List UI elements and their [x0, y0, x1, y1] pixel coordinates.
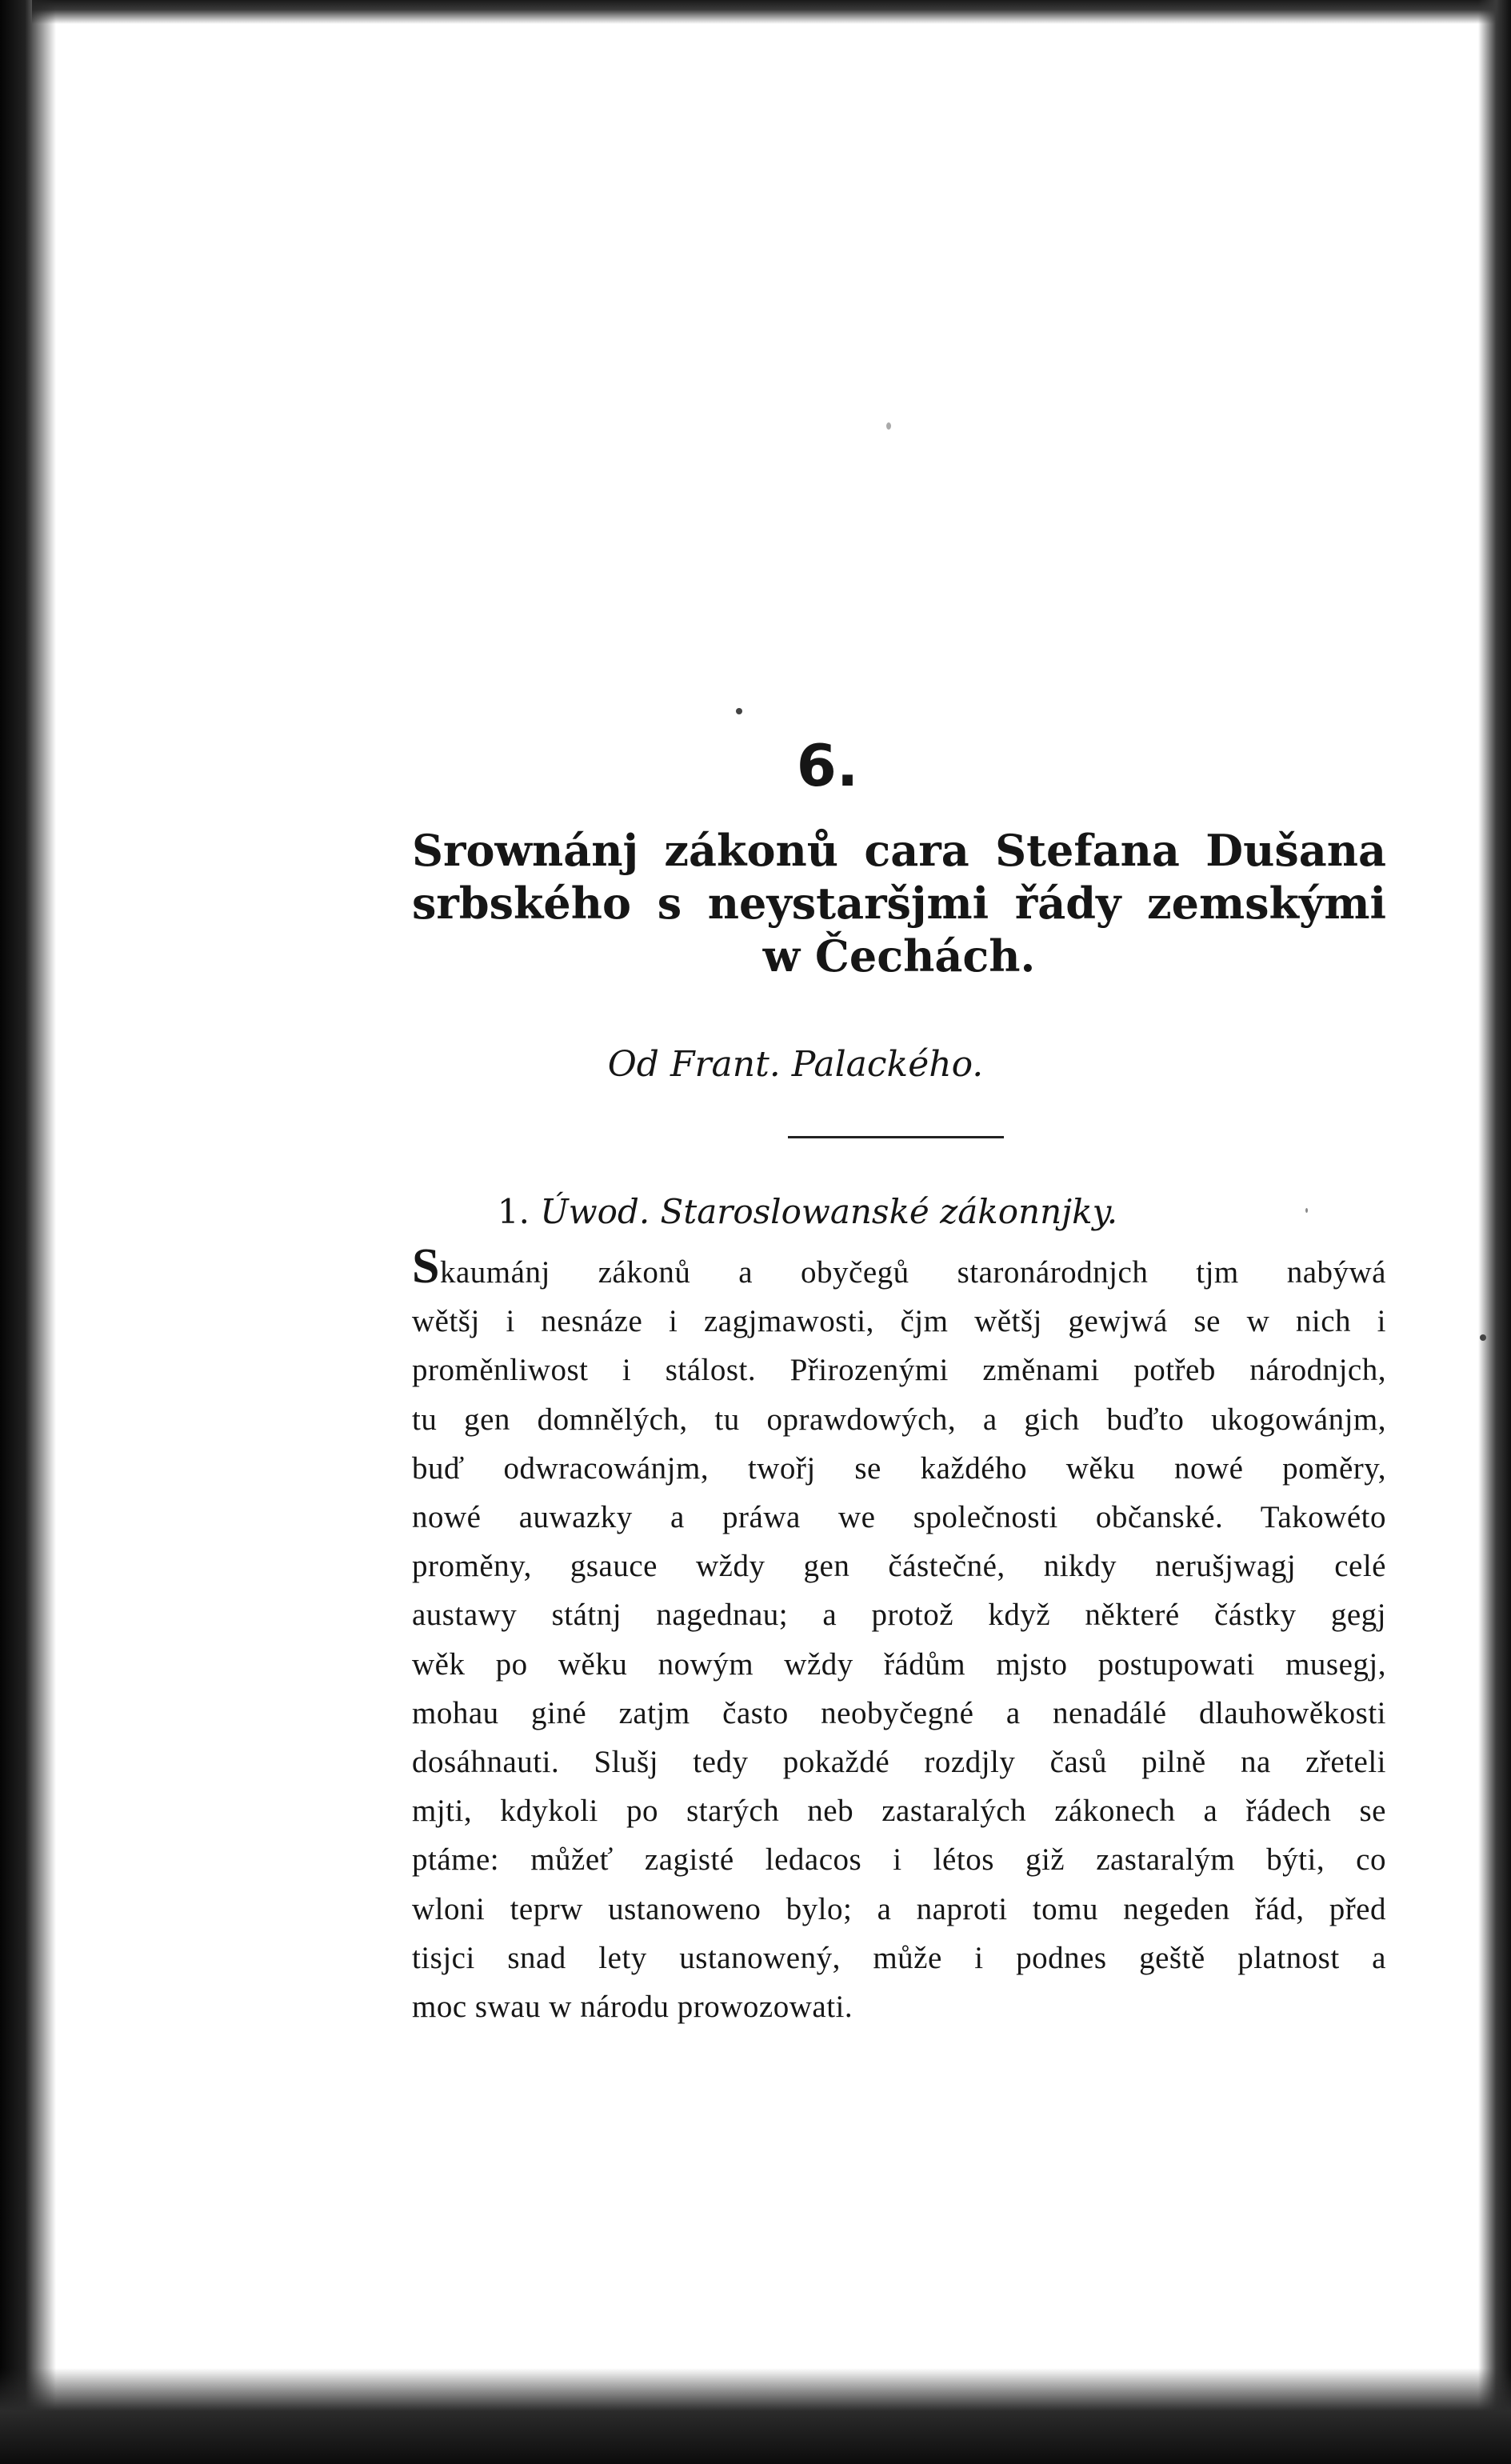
scan-edge-left — [0, 0, 56, 2464]
text-line: dosáhnauti. Slušj tedy pokaždé rozdjly časů pilně na zřeteli — [412, 1745, 1386, 1780]
text-line: buď odwracowánjm, twořj se každého wěku nowé poměry, — [412, 1450, 1386, 1486]
text-line: mjti, kdykoli po starých neb zastaralých zákonech a řádech se — [412, 1794, 1386, 1829]
text-line — [412, 1239, 1386, 1297]
ink-speck — [886, 422, 891, 430]
drop-cap: S — [412, 1239, 440, 1294]
ink-speck — [1480, 1334, 1486, 1341]
text-line: mohau giné zatjm často neobyčegné a nenadálé dlauhowěkosti — [412, 1695, 1386, 1730]
text-line: tisjci snad lety ustanowený, může i podnes geště platnost a — [412, 1940, 1386, 1975]
text-line: wloni teprw ustanoweno bylo; a naproti tomu negeden řád, před — [412, 1891, 1386, 1926]
scan-edge-bottom — [0, 2368, 1511, 2464]
chapter-number: 6. — [796, 732, 859, 799]
scan-edge-top — [32, 0, 1511, 24]
text-line: moc swau w národu prowozowati. — [412, 1990, 853, 2025]
author-line: Od Frant. Palackého. — [607, 1044, 984, 1085]
text-line: ptáme: můžeť zagisté ledacos i létos giž zastaralým býti, co — [412, 1842, 1386, 1878]
page-title — [412, 824, 1386, 982]
text-line: proměnliwost i stálost. Přirozenými změnami potřeb národnjch, — [412, 1353, 1386, 1388]
body-paragraph — [412, 1239, 1386, 2031]
text-line: nowé auwazky a práwa we společnosti občanské. Takowéto — [412, 1500, 1386, 1535]
section-heading — [0, 1192, 1511, 1231]
title-line: srbského s neystaršjmi řády zemskými — [412, 878, 1386, 929]
text-line: proměny, gsauce wždy gen částečné, nikdy nerušjwagj celé — [412, 1549, 1386, 1584]
title-line: w Čechách. — [762, 930, 1036, 982]
title-line: Srownánj zákonů cara Stefana Dušana — [412, 825, 1386, 876]
text-line: wěk po wěku nowým wždy řádům mjsto postupowati musegj, — [412, 1646, 1386, 1682]
text-line-content: kaumánj zákonů a obyčegů staronárodnjch tjm nabýwá — [439, 1255, 1386, 1290]
ink-speck — [736, 708, 742, 714]
text-line: wětšj i nesnáze i zagjmawosti, čjm wětšj gewjwá se w nich i — [412, 1304, 1386, 1339]
text-line: austawy státnj nagednau; a protož když některé částky gegj — [412, 1598, 1386, 1633]
divider-rule — [788, 1136, 1004, 1138]
scan-edge-right — [1478, 0, 1511, 2464]
section-number: 1. — [497, 1192, 530, 1231]
section-title: Úwod. — [540, 1192, 650, 1231]
section-subtitle: Staroslowanské zákonnjky. — [660, 1192, 1118, 1231]
text-line: tu gen domnělých, tu oprawdowých, a gich buďto ukogowánjm, — [412, 1402, 1386, 1437]
